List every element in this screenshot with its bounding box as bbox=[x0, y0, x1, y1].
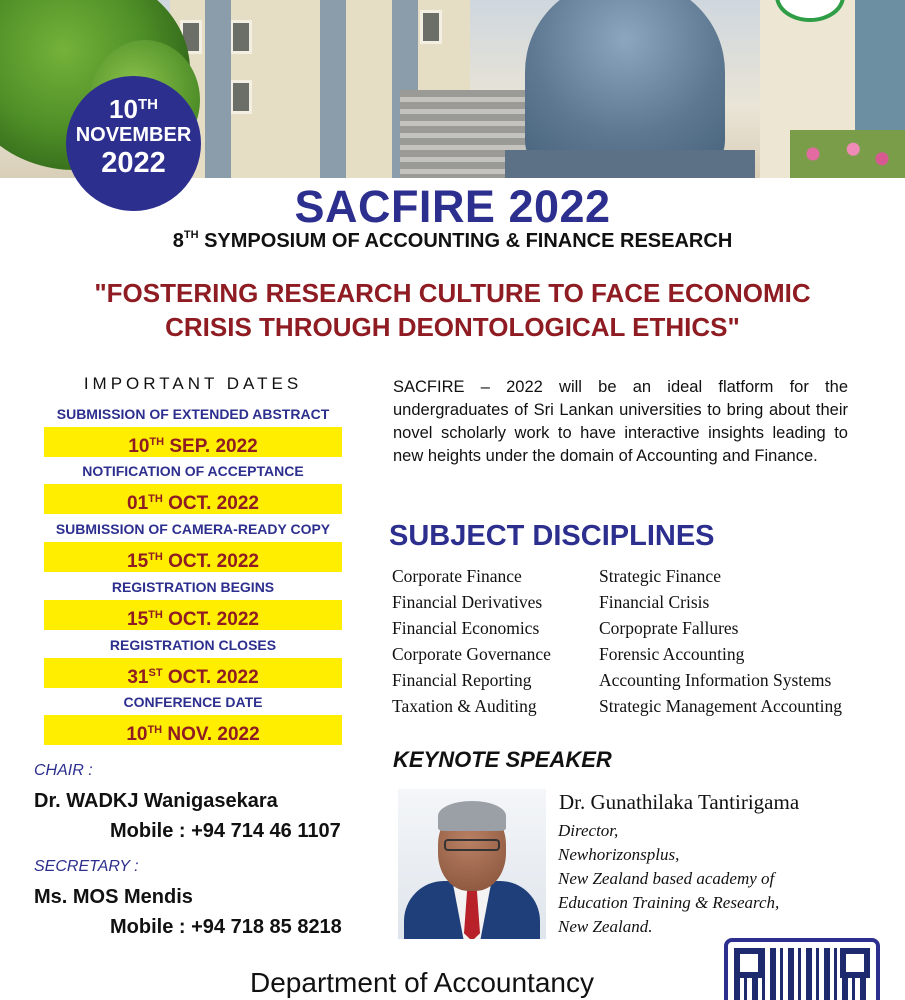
date-label: REGISTRATION BEGINS bbox=[111, 579, 275, 595]
keynote-detail-line: Director, bbox=[558, 821, 619, 840]
date-day: 01 bbox=[127, 493, 149, 514]
event-subtitle bbox=[0, 229, 905, 253]
discipline-item: Forensic Accounting bbox=[599, 644, 745, 664]
subtitle-text: SYMPOSIUM OF ACCOUNTING & FINANCE RESEARCH bbox=[204, 230, 733, 252]
date-rest: OCT. 2022 bbox=[167, 667, 259, 688]
date-value bbox=[44, 600, 342, 630]
event-title: SACFIRE 2022 bbox=[294, 181, 611, 232]
discipline-item: Corporate Governance bbox=[392, 644, 551, 664]
qr-code[interactable] bbox=[724, 938, 880, 1000]
chair-role: CHAIR : bbox=[34, 762, 93, 779]
date-suffix: TH bbox=[149, 436, 165, 448]
date-suffix: TH bbox=[148, 551, 163, 563]
badge-year: 2022 bbox=[101, 147, 166, 179]
date-rest: SEP. 2022 bbox=[169, 436, 258, 457]
disciplines-column-2 bbox=[599, 565, 842, 721]
flowers-image bbox=[790, 130, 905, 178]
date-value bbox=[44, 427, 342, 457]
keynote-detail-line: New Zealand. bbox=[558, 917, 653, 936]
discipline-item: Accounting Information Systems bbox=[599, 670, 832, 690]
discipline-item: Financial Economics bbox=[392, 618, 540, 638]
date-value bbox=[44, 715, 342, 745]
date-rest: NOV. 2022 bbox=[167, 724, 260, 745]
discipline-item: Financial Reporting bbox=[392, 670, 532, 690]
date-value bbox=[44, 542, 342, 572]
date-day: 15 bbox=[127, 609, 149, 630]
date-item bbox=[40, 519, 346, 572]
keynote-detail-line: Education Training & Research, bbox=[558, 893, 780, 912]
event-theme bbox=[40, 276, 865, 344]
date-suffix: TH bbox=[148, 493, 163, 505]
badge-day-suffix: TH bbox=[137, 96, 158, 113]
subtitle-ordinal: 8 bbox=[172, 230, 184, 252]
date-day: 31 bbox=[127, 667, 149, 688]
date-suffix: TH bbox=[148, 609, 163, 621]
discipline-item: Taxation & Auditing bbox=[392, 696, 537, 716]
badge-day: 10 bbox=[109, 94, 138, 124]
date-label: SUBMISSION OF EXTENDED ABSTRACT bbox=[56, 406, 330, 422]
discipline-item: Strategic Management Accounting bbox=[599, 696, 842, 716]
date-suffix: ST bbox=[148, 667, 163, 679]
date-label: CONFERENCE DATE bbox=[123, 694, 263, 710]
keynote-speaker-name: Dr. Gunathilaka Tantirigama bbox=[559, 790, 800, 814]
date-item bbox=[40, 461, 346, 514]
theme-line: CRISIS THROUGH DEONTOLOGICAL ETHICS" bbox=[165, 312, 740, 342]
statue-base-image bbox=[505, 150, 755, 178]
chair-name: Dr. WADKJ Wanigasekara bbox=[34, 790, 278, 812]
disciplines-column-1 bbox=[392, 565, 551, 721]
event-description: SACFIRE – 2022 will be an ideal flatform for the undergraduates of Sri Lankan universities to bring about their novel scholarly work to have interactive insights leading to new heights under the domain of Accounting and Finance. bbox=[393, 378, 848, 465]
date-item bbox=[40, 635, 346, 688]
date-rest: OCT. 2022 bbox=[168, 609, 259, 630]
date-label: SUBMISSION OF CAMERA-READY COPY bbox=[55, 521, 331, 537]
keynote-detail-line: Newhorizonsplus, bbox=[558, 845, 680, 864]
date-rest: OCT. 2022 bbox=[168, 493, 259, 514]
date-suffix: TH bbox=[147, 724, 163, 736]
discipline-item: Financial Derivatives bbox=[392, 592, 543, 612]
theme-line: "FOSTERING RESEARCH CULTURE TO FACE ECONOMIC bbox=[94, 278, 811, 308]
keynote-speaker-heading: KEYNOTE SPEAKER bbox=[393, 747, 612, 772]
secretary-role: SECRETARY : bbox=[34, 858, 139, 875]
pillar-image bbox=[205, 0, 231, 178]
date-value bbox=[44, 658, 342, 688]
discipline-item: Financial Crisis bbox=[599, 592, 710, 612]
date-item bbox=[40, 404, 346, 457]
important-dates-heading: IMPORTANT DATES bbox=[83, 374, 303, 393]
keynote-detail-line: New Zealand based academy of bbox=[558, 869, 775, 888]
discipline-item: Corpoprate Fallures bbox=[599, 618, 739, 638]
date-value bbox=[44, 484, 342, 514]
discipline-item: Strategic Finance bbox=[599, 566, 721, 586]
date-item bbox=[40, 692, 346, 745]
subtitle-ordinal-suffix: TH bbox=[183, 229, 199, 241]
keynote-speaker-details bbox=[558, 819, 779, 939]
secretary-name: Ms. MOS Mendis bbox=[34, 886, 193, 908]
pillar-image bbox=[320, 0, 346, 178]
secretary-mobile: Mobile : +94 718 85 8218 bbox=[110, 916, 342, 938]
badge-month: NOVEMBER bbox=[75, 124, 192, 146]
chair-mobile: Mobile : +94 714 46 1107 bbox=[110, 820, 341, 842]
date-item bbox=[40, 577, 346, 630]
date-rest: OCT. 2022 bbox=[168, 551, 259, 572]
date-label: REGISTRATION CLOSES bbox=[109, 637, 277, 653]
subject-disciplines-heading: SUBJECT DISCIPLINES bbox=[389, 520, 715, 552]
date-label: NOTIFICATION OF ACCEPTANCE bbox=[82, 463, 304, 479]
department-name: Department of Accountancy bbox=[250, 967, 594, 998]
date-day: 10 bbox=[126, 724, 148, 745]
date-day: 15 bbox=[127, 551, 149, 572]
discipline-item: Corporate Finance bbox=[392, 566, 522, 586]
keynote-speaker-photo bbox=[398, 789, 546, 939]
date-day: 10 bbox=[128, 436, 150, 457]
